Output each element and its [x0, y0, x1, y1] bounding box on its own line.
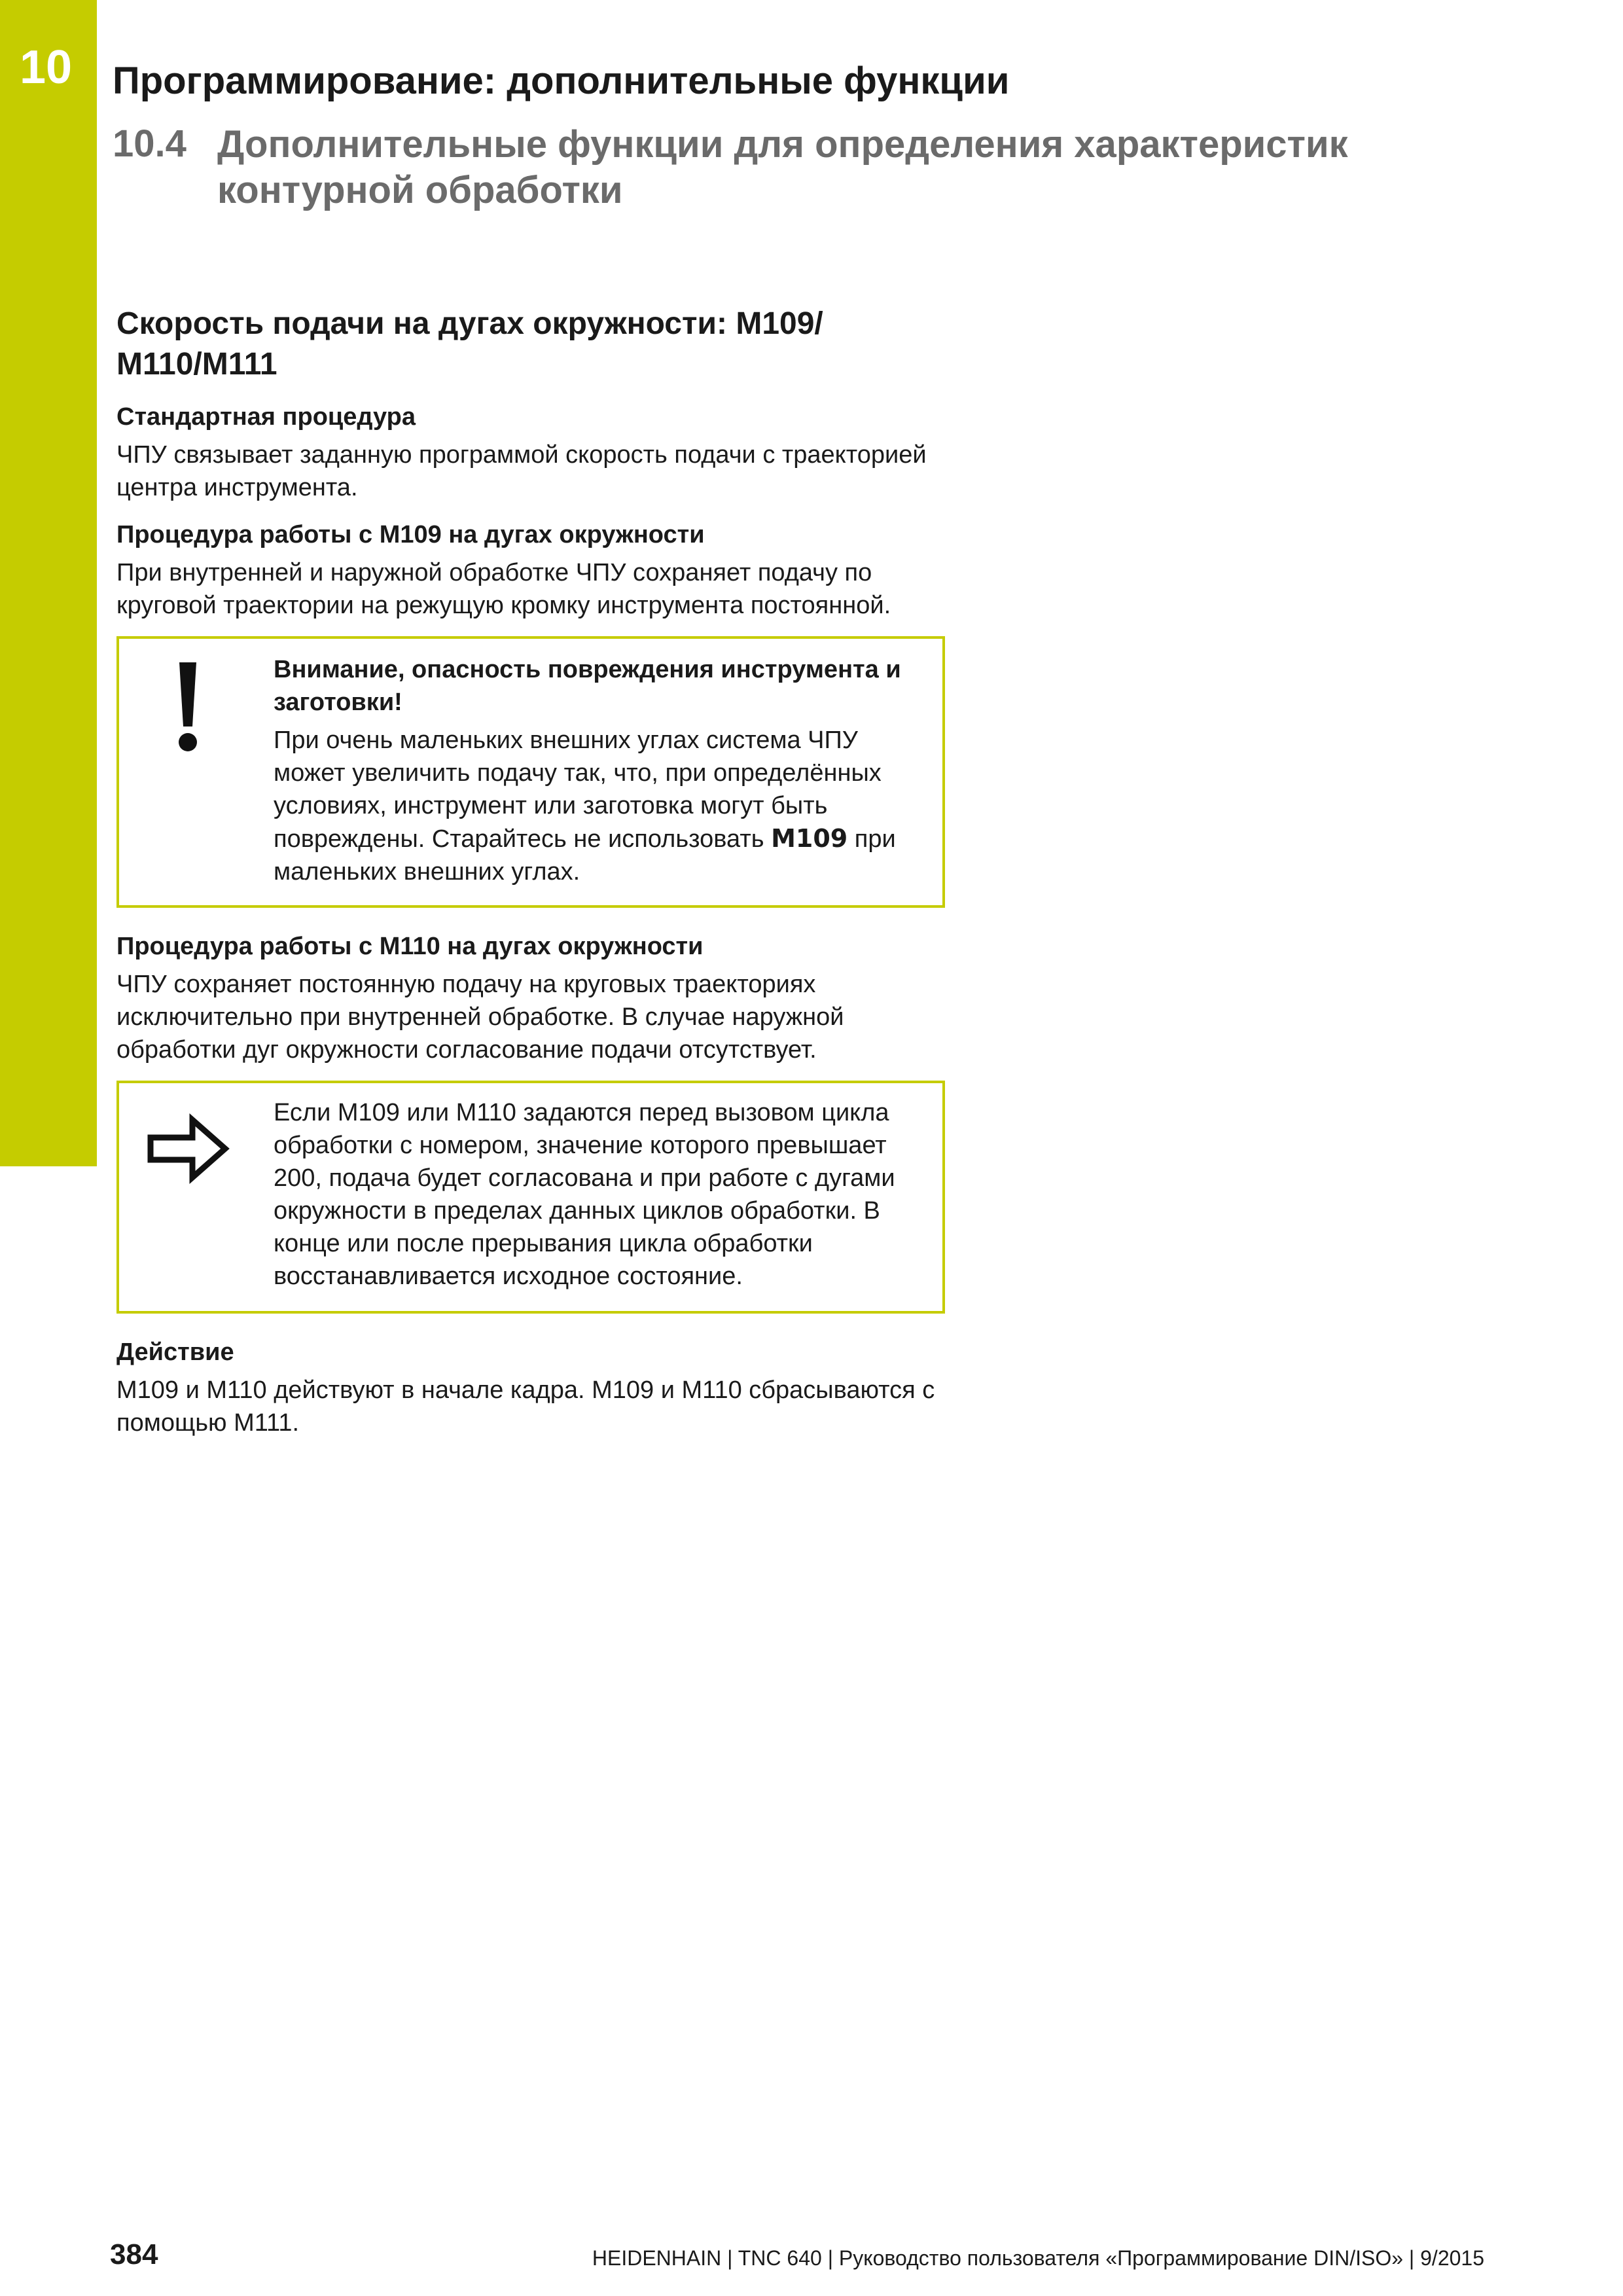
- warning-title: Внимание, опасность повреждения инструмента и заготовки!: [274, 656, 901, 716]
- main-content: [116, 304, 948, 1454]
- exclamation-icon: [145, 658, 230, 757]
- topic-heading: Скорость подачи на дугах окружности: M109/ M110/M111: [116, 306, 823, 382]
- chapter-title: Программирование: дополнительные функции: [113, 60, 1010, 102]
- standard-heading: Стандартная процедура: [116, 403, 416, 431]
- m109-heading: Процедура работы с M109 на дугах окружности: [116, 521, 705, 548]
- effect-heading: Действие: [116, 1338, 234, 1366]
- arrow-right-icon: [145, 1102, 230, 1200]
- m109-code: M109: [771, 824, 848, 853]
- warning-text: При очень маленьких внешних углах система ЧПУ может увеличить подачу так, что, при определённых условиях, инструмент или заготовка могут быть повреждены. Старайтесь не использовать M109 при маленьких внешних углах.: [274, 726, 896, 886]
- page-number: 384: [110, 2238, 158, 2270]
- info-box: [116, 1081, 945, 1314]
- standard-text: ЧПУ связывает заданную программой скорость подачи с траекторией центра инструмента.: [116, 441, 927, 501]
- m109-text: При внутренней и наружной обработке ЧПУ сохраняет подачу по круговой траектории на режущую кромку инструмента постоянной.: [116, 559, 891, 619]
- effect-text: M109 и M110 действуют в начале кадра. M109 и M110 сбрасываются с помощью M111.: [116, 1376, 935, 1437]
- chapter-number: 10: [20, 41, 73, 94]
- footer-text: HEIDENHAIN | TNC 640 | Руководство пользователя «Программирование DIN/ISO» | 9/2015: [592, 2246, 1484, 2270]
- m110-text: ЧПУ сохраняет постоянную подачу на круговых траекториях исключительно при внутренней обработке. В случае наружной обработки дуг окружности согласование подачи отсутствует.: [116, 971, 844, 1064]
- warning-box: [116, 636, 945, 908]
- info-text: Если M109 или M110 задаются перед вызовом цикла обработки с номером, значение которого превышает 200, подача будет согласована и при работе с дугами окружности в пределах данных циклов обработки. В конце или после прерывания цикла обработки восстанавливается исходное состояние.: [274, 1099, 895, 1290]
- chapter-side-bar: [0, 0, 97, 1166]
- m110-heading: Процедура работы с M110 на дугах окружности: [116, 933, 704, 960]
- section-number: 10.4: [113, 122, 187, 165]
- section-title: Дополнительные функции для определения характеристик контурной обработки: [217, 123, 1348, 211]
